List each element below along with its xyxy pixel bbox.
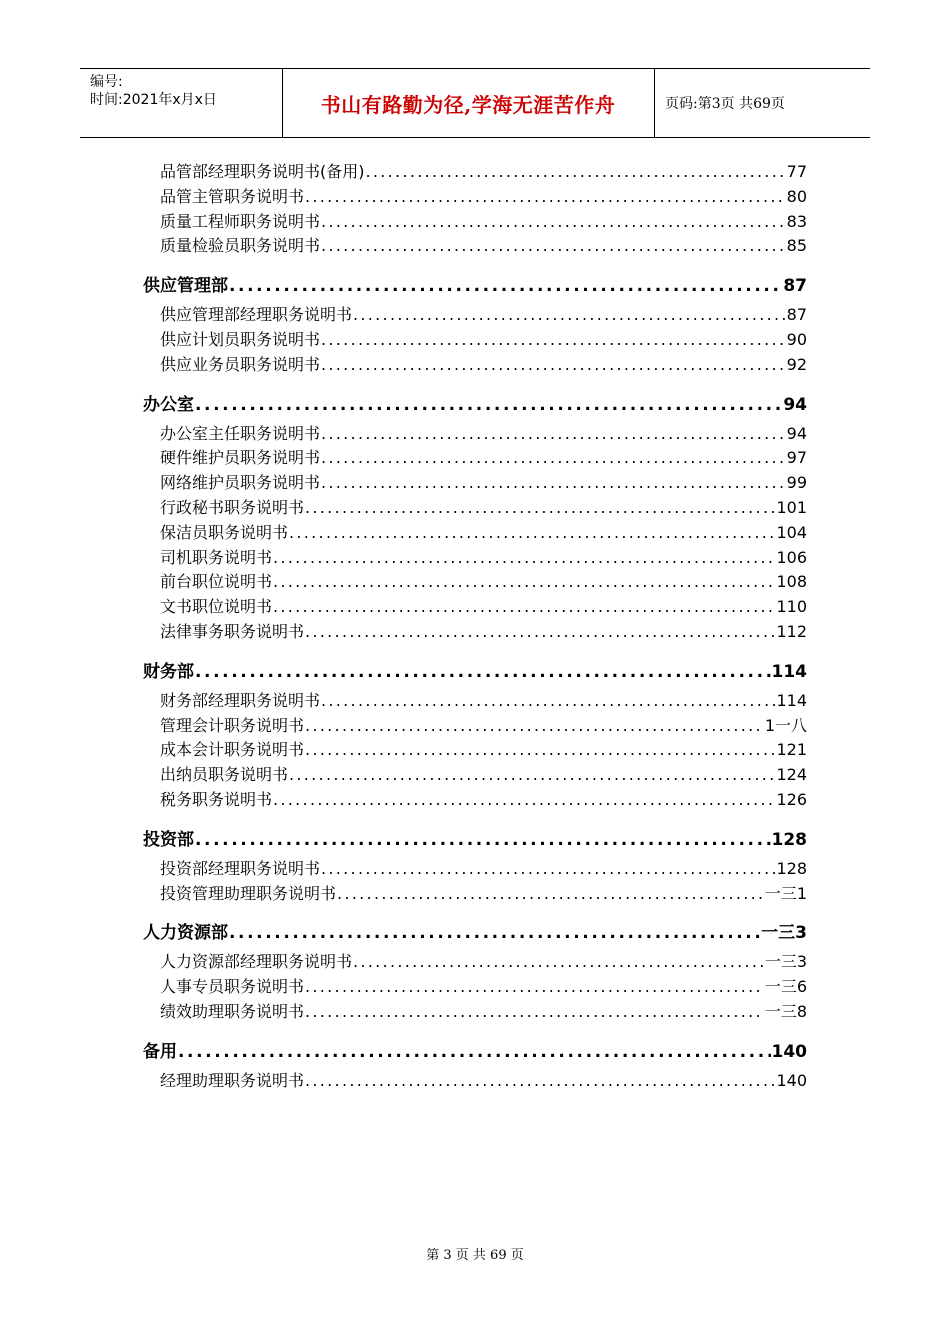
toc-dot-leader [321,689,775,714]
toc-entry[interactable] [143,595,807,620]
toc-entry-page: 94 [786,423,807,443]
toc-dot-leader [321,210,786,235]
toc-entry-page: 90 [786,329,807,349]
toc-entry-title: 财务部经理职务说明书 [160,690,321,710]
toc-entry-title: 硬件维护员职务说明书 [160,448,321,468]
toc-spacer [143,259,807,269]
toc-entry-page: 92 [786,354,807,374]
toc-dot-leader [305,975,764,1000]
toc-entry[interactable] [143,620,807,645]
toc-dot-leader [229,269,782,303]
toc-entry-page: 104 [776,522,807,542]
toc-entry-page: 126 [776,789,807,809]
toc-entry-title: 法律事务职务说明书 [160,621,305,641]
toc-entry-title: 供应业务员职务说明书 [160,354,321,374]
toc-dot-leader [273,546,775,571]
toc-entry-page: 85 [786,236,807,256]
toc-entry[interactable] [143,857,807,882]
toc-entry[interactable] [143,210,807,235]
toc-entry-page: 87 [783,276,807,297]
toc-dot-leader [178,1035,771,1069]
toc-entry-title: 人力资源部经理职务说明书 [160,952,353,972]
toc-dot-leader [305,1069,775,1094]
toc-entry-page: 一三3 [764,952,807,972]
toc-entry-page: 128 [776,858,807,878]
toc-entry[interactable] [143,521,807,546]
toc-entry-page: 一三8 [764,1001,807,1021]
toc-dot-leader [321,471,786,496]
toc-entry-title: 供应管理部 [143,276,228,297]
toc-entry[interactable] [143,714,807,739]
toc-entry-title: 经理助理职务说明书 [160,1070,305,1090]
toc-entry-page: 112 [776,621,807,641]
toc-entry[interactable] [143,328,807,353]
document-number-label: 编号: [90,74,123,90]
toc-entry-title: 绩效助理职务说明书 [160,1001,305,1021]
toc-dot-leader [273,595,775,620]
toc-entry-page: 106 [776,547,807,567]
toc-entry-page: 101 [776,497,807,517]
toc-entry-title: 质量检验员职务说明书 [160,236,321,256]
toc-entry-page: 99 [786,473,807,493]
toc-entry-title: 办公室 [143,394,194,415]
header-motto-cell [282,69,655,137]
toc-section-entry[interactable] [143,1035,807,1069]
toc-entry-title: 品管主管职务说明书 [160,186,305,206]
toc-entry-page: 1一八 [764,715,807,735]
toc-entry-page: 87 [786,305,807,325]
toc-entry-title: 投资部 [143,829,194,850]
header-page-cell [655,69,870,137]
toc-dot-leader [305,185,786,210]
toc-spacer [143,813,807,823]
toc-section-entry[interactable] [143,655,807,689]
toc-entry[interactable] [143,496,807,521]
toc-entry-page: 108 [776,572,807,592]
toc-entry-title: 供应计划员职务说明书 [160,329,321,349]
toc-entry-page: 一三6 [764,977,807,997]
toc-entry-title: 保洁员职务说明书 [160,522,289,542]
toc-dot-leader [305,496,775,521]
toc-spacer [143,1025,807,1035]
toc-entry-page: 一三3 [761,923,807,944]
page-footer: 第 3 页 共 69 页 [426,1248,524,1263]
toc-dot-leader [353,950,764,975]
toc-entry-title: 备用 [143,1041,177,1062]
toc-entry-page: 83 [786,211,807,231]
toc-dot-leader [195,655,771,689]
toc-entry-title: 品管部经理职务说明书(备用) [160,162,365,181]
toc-dot-leader [337,882,764,907]
toc-entry-page: 94 [783,394,807,415]
document-date-label: 时间:2021年x月x日 [90,92,217,108]
toc-dot-leader [229,916,760,950]
toc-entry-page: 97 [786,448,807,468]
toc-entry[interactable] [143,975,807,1000]
toc-entry[interactable] [143,160,807,185]
toc-entry-page: 140 [776,1070,807,1090]
toc-entry[interactable] [143,185,807,210]
toc-entry[interactable] [143,446,807,471]
toc-dot-leader [321,328,786,353]
toc-entry[interactable] [143,950,807,975]
toc-entry[interactable] [143,471,807,496]
toc-entry[interactable] [143,689,807,714]
toc-entry-title: 出纳员职务说明书 [160,765,289,785]
toc-entry-title: 办公室主任职务说明书 [160,423,321,443]
toc-dot-leader [305,738,775,763]
toc-dot-leader [305,714,764,739]
toc-entry[interactable] [143,882,807,907]
toc-entry-page: 140 [771,1041,807,1062]
toc-entry-title: 投资管理助理职务说明书 [160,883,337,903]
toc-entry-title: 文书职位说明书 [160,597,273,617]
toc-entry-page: 80 [786,186,807,206]
toc-entry-page: 114 [771,661,807,682]
toc-entry[interactable] [143,788,807,813]
toc-entry-page: 128 [771,829,807,850]
toc-entry-page: 110 [776,597,807,617]
toc-dot-leader [321,422,786,447]
toc-entry[interactable] [143,303,807,328]
toc-section-entry[interactable] [143,916,807,950]
toc-entry-title: 网络维护员职务说明书 [160,473,321,493]
toc-entry-title: 税务职务说明书 [160,789,273,809]
toc-entry[interactable] [143,738,807,763]
toc-entry[interactable] [143,570,807,595]
toc-section-entry[interactable] [143,823,807,857]
toc-dot-leader [289,763,775,788]
toc-entry-title: 人力资源部 [143,923,228,944]
header-motto: 书山有路勤为径,学海无涯苦作舟 [320,92,616,117]
toc-entry-page: 77 [786,162,807,181]
toc-dot-leader [321,857,775,882]
toc-dot-leader [321,446,786,471]
toc-entry[interactable] [143,353,807,378]
toc-entry-page: 一三1 [764,883,807,903]
toc-dot-leader [273,788,775,813]
toc-entry-title: 财务部 [143,661,194,682]
toc-entry[interactable] [143,234,807,259]
toc-dot-leader [353,303,786,328]
toc-section-entry[interactable] [143,269,807,303]
toc-entry-page: 121 [776,740,807,760]
page-header [80,68,870,138]
toc-entry-title: 司机职务说明书 [160,547,273,567]
toc-dot-leader [195,388,782,422]
toc-dot-leader [289,521,775,546]
toc-entry[interactable] [143,1000,807,1025]
toc-spacer [143,906,807,916]
toc-entry-title: 前台职位说明书 [160,572,273,592]
toc-entry-title: 成本会计职务说明书 [160,740,305,760]
toc-entry-title: 质量工程师职务说明书 [160,211,321,231]
toc-dot-leader [305,1000,764,1025]
toc-entry[interactable] [143,422,807,447]
toc-spacer [143,645,807,655]
toc-dot-leader [366,160,786,185]
toc-entry[interactable] [143,546,807,571]
toc-entry-title: 投资部经理职务说明书 [160,858,321,878]
toc-entry[interactable] [143,1069,807,1094]
toc-dot-leader [321,353,786,378]
toc-dot-leader [321,234,786,259]
toc-entry-page: 114 [776,690,807,710]
toc-entry-title: 供应管理部经理职务说明书 [160,305,353,325]
table-of-contents [143,160,807,1094]
header-meta-cell [80,69,283,137]
toc-dot-leader [305,620,775,645]
toc-dot-leader [195,823,771,857]
toc-entry-title: 管理会计职务说明书 [160,715,305,735]
toc-entry-page: 124 [776,765,807,785]
toc-dot-leader [273,570,775,595]
header-page-info: 页码:第3页 共69页 [665,96,785,112]
toc-entry-title: 人事专员职务说明书 [160,977,305,997]
toc-spacer [143,378,807,388]
toc-entry-title: 行政秘书职务说明书 [160,497,305,517]
toc-entry[interactable] [143,763,807,788]
toc-section-entry[interactable] [143,388,807,422]
